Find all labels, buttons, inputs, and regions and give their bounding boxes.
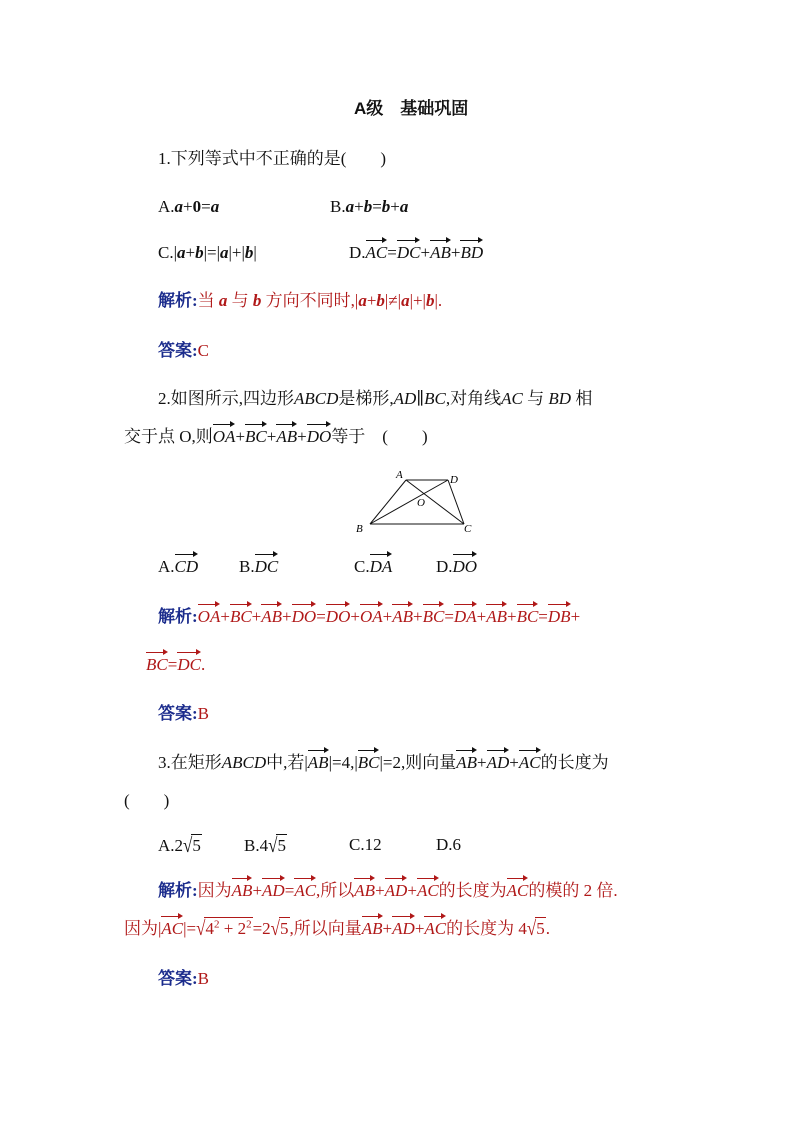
trapezoid-figure bbox=[350, 466, 480, 542]
q2-solution-line2: BC=DC. bbox=[146, 655, 206, 674]
q2-stem-line2: 交于点 O,则OA+BC+AB+DO等于 ( ) bbox=[124, 427, 428, 446]
figure-label-a: A bbox=[396, 469, 403, 481]
q3-option-d: D.6 bbox=[436, 835, 462, 854]
solution-label: 解析: bbox=[158, 291, 198, 310]
q3-stem-line1: 3.在矩形ABCD中,若|AB|=4,|BC|=2,则向量AB+AD+AC的长度为 bbox=[158, 753, 609, 772]
q3-answer: 答案:B bbox=[158, 969, 210, 988]
q2-answer: 答案:B bbox=[158, 704, 210, 723]
q3-option-b: B.4√5 bbox=[244, 834, 286, 857]
q2-solution-line1: 解析:OA+BC+AB+DO=DO+OA+AB+BC=DA+AB+BC=DB+ bbox=[158, 607, 581, 626]
q2-option-c: C.DA bbox=[354, 557, 393, 576]
q3-stem-line2: ( ) bbox=[124, 791, 170, 810]
q3-option-a: A.2√5 bbox=[158, 834, 201, 857]
section-title: A级 基础巩固 bbox=[354, 99, 469, 118]
q3-option-c: C.12 bbox=[349, 835, 382, 854]
q1-option-c: C.|a+b|=|a|+|b| bbox=[158, 243, 257, 262]
q1-stem: 1.下列等式中不正确的是( ) bbox=[158, 149, 387, 168]
q1-answer bbox=[158, 340, 209, 362]
answer-value: C bbox=[197, 341, 210, 360]
figure-label-c: C bbox=[464, 523, 472, 535]
q1-option-b: B.a+b=b+a bbox=[330, 197, 409, 216]
answer-label: 答案: bbox=[158, 341, 198, 360]
figure-label-o: O bbox=[417, 497, 425, 509]
figure-label-b: B bbox=[356, 523, 363, 535]
q1-option-a: A.a+0=a bbox=[158, 197, 220, 216]
q2-stem-line1: 2.如图所示,四边形ABCD是梯形,AD∥BC,对角线AC 与 BD 相 bbox=[158, 389, 593, 408]
q2-option-d: D.DO bbox=[436, 557, 478, 576]
q2-option-b: B.DC bbox=[239, 557, 279, 576]
q2-option-a: A.CD bbox=[158, 557, 199, 576]
q1-solution: 解析:当 a 与 b 方向不同时,|a+b|≠|a|+|b|. bbox=[158, 291, 443, 310]
q3-solution-line1: 解析:因为AB+AD=AC,所以AB+AD+AC的长度为AC的模的 2 倍. bbox=[158, 881, 618, 900]
figure-label-d: D bbox=[450, 474, 458, 486]
q1-option-d: D.AC=DC+AB+BD bbox=[349, 243, 484, 262]
q3-solution-line2: 因为$|AC|=√4^2 + 2^2=2√5$,所以向量AB+AD+AC的长度为 4√5. bbox=[124, 917, 550, 940]
